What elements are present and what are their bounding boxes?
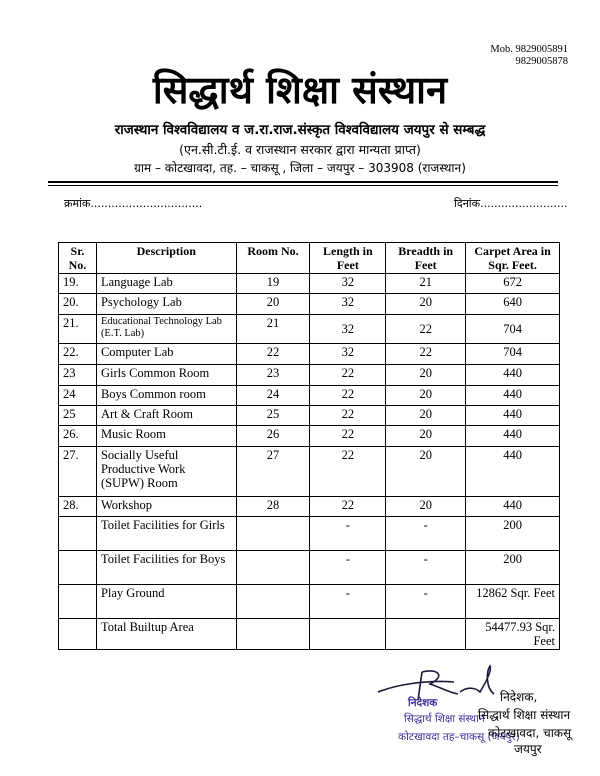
cell-area: 704 [466,344,560,365]
recognition-line: (एन.सी.टी.ई. व राजस्थान सरकार द्वारा मान्यता प्राप्त) [179,142,421,157]
cell-breadth: - [386,517,466,551]
cell-length: - [310,551,386,585]
header-divider-thick [48,181,558,183]
table-row [59,274,560,294]
cell-room [236,551,310,585]
signatory-city: जयपुर [514,742,542,756]
cell-room: 23 [236,365,310,386]
cell-description: Psychology Lab [96,294,236,315]
cell-description: Socially Useful Productive Work (SUPW) Room [96,447,236,497]
cell-breadth: 21 [386,274,466,294]
cell-sr: 21. [59,315,97,344]
cell-room: 27 [236,447,310,497]
cell-description: Toilet Facilities for Boys [96,551,236,585]
cell-sr [59,551,97,585]
cell-area: 440 [466,426,560,447]
cell-sr: 25 [59,406,97,426]
header-room-no: Room No. [236,243,310,274]
cell-room: 26 [236,426,310,447]
header-divider-thin [48,185,558,186]
cell-length: 22 [310,365,386,386]
cell-breadth: 20 [386,365,466,386]
cell-breadth: - [386,585,466,619]
cell-breadth: 20 [386,426,466,447]
cell-length: - [310,517,386,551]
cell-description: Educational Technology Lab (E.T. Lab) [96,315,236,344]
signatory-designation: निदेशक, [500,690,538,704]
cell-room: 22 [236,344,310,365]
cell-sr: 24 [59,386,97,406]
cell-length: 32 [310,315,386,344]
cell-area: 200 [466,551,560,585]
cell-room: 19 [236,274,310,294]
date-field: दिनांक......................... [454,197,568,210]
cell-breadth: 20 [386,294,466,315]
header-carpet-area: Carpet Area in Sqr. Feet. [466,243,560,274]
cell-area: 440 [466,386,560,406]
table-row [59,551,560,585]
cell-description: Music Room [96,426,236,447]
cell-description: Computer Lab [96,344,236,365]
stamp-institution: सिद्धार्थ शिक्षा संस्थान [404,713,485,725]
table-row [59,386,560,406]
table-row [59,406,560,426]
cell-area: 440 [466,406,560,426]
cell-area: 440 [466,447,560,497]
table-row [59,517,560,551]
cell-length: 22 [310,386,386,406]
cell-breadth: 22 [386,315,466,344]
mobile-number-1: Mob. 9829005891 [490,44,568,55]
cell-description: Play Ground [96,585,236,619]
cell-sr: 27. [59,447,97,497]
cell-sr [59,619,97,650]
cell-area: 54477.93 Sqr. Feet [466,619,560,650]
cell-length: 22 [310,497,386,517]
header-breadth: Breadth in Feet [386,243,466,274]
table-row [59,619,560,650]
header-length: Length in Feet [310,243,386,274]
cell-length [310,619,386,650]
cell-description: Language Lab [96,274,236,294]
reference-number-field: क्रमांक................................ [64,197,203,210]
cell-room [236,517,310,551]
cell-sr: 19. [59,274,97,294]
cell-sr: 22. [59,344,97,365]
cell-breadth: 20 [386,406,466,426]
cell-room: 24 [236,386,310,406]
cell-area: 200 [466,517,560,551]
cell-area: 12862 Sqr. Feet [466,585,560,619]
cell-area: 440 [466,365,560,386]
cell-length: 32 [310,274,386,294]
cell-breadth [386,619,466,650]
header-description: Description [96,243,236,274]
table-row [59,365,560,386]
cell-area: 440 [466,497,560,517]
table-header-row [59,243,560,274]
table-row [59,344,560,365]
cell-description: Boys Common room [96,386,236,406]
mobile-number-2: 9829005878 [515,56,568,67]
cell-description: Total Builtup Area [96,619,236,650]
cell-sr: 20. [59,294,97,315]
cell-room: 25 [236,406,310,426]
address-line: ग्राम – कोटखावदा, तह. – चाकसू , जिला – जयपुर – 303908 (राजस्थान) [134,161,466,175]
cell-length: 22 [310,447,386,497]
cell-length: 32 [310,294,386,315]
room-area-table [58,242,560,650]
signatory-village: कोटखावदा, चाकसू [488,726,572,740]
affiliation-line: राजस्थान विश्वविद्यालय व ज.रा.राज.संस्कृत विश्वविद्यालय जयपुर से सम्बद्ध [114,122,486,138]
signatory-institution: सिद्धार्थ शिक्षा संस्थान [478,708,571,722]
header-sr-no: Sr. No. [59,243,97,274]
cell-area: 704 [466,315,560,344]
cell-sr [59,585,97,619]
cell-description: Girls Common Room [96,365,236,386]
cell-room [236,619,310,650]
cell-sr: 26. [59,426,97,447]
table-row [59,294,560,315]
cell-sr [59,517,97,551]
cell-sr: 23 [59,365,97,386]
cell-description: Art & Craft Room [96,406,236,426]
cell-area: 672 [466,274,560,294]
cell-description: Toilet Facilities for Girls [96,517,236,551]
cell-breadth: 20 [386,447,466,497]
stamp-address: कोटखावदा तह–चाकसू (जयपुर) [398,731,520,743]
cell-room [236,585,310,619]
cell-breadth: 20 [386,497,466,517]
mobile-numbers [490,44,568,68]
cell-description: Workshop [96,497,236,517]
cell-length: 32 [310,344,386,365]
cell-breadth: 22 [386,344,466,365]
table-row [59,497,560,517]
cell-room: 28 [236,497,310,517]
table-row [59,447,560,497]
cell-length: 22 [310,426,386,447]
cell-sr: 28. [59,497,97,517]
cell-length: 22 [310,406,386,426]
cell-breadth: 20 [386,386,466,406]
cell-area: 640 [466,294,560,315]
cell-length: - [310,585,386,619]
cell-room: 21 [236,315,310,344]
institution-title: सिद्धार्थ शिक्षा संस्थान [152,68,448,112]
table-row [59,315,560,344]
table-row [59,426,560,447]
stamp-designation: निदेशक [408,697,438,709]
table-row [59,585,560,619]
cell-breadth: - [386,551,466,585]
cell-room: 20 [236,294,310,315]
